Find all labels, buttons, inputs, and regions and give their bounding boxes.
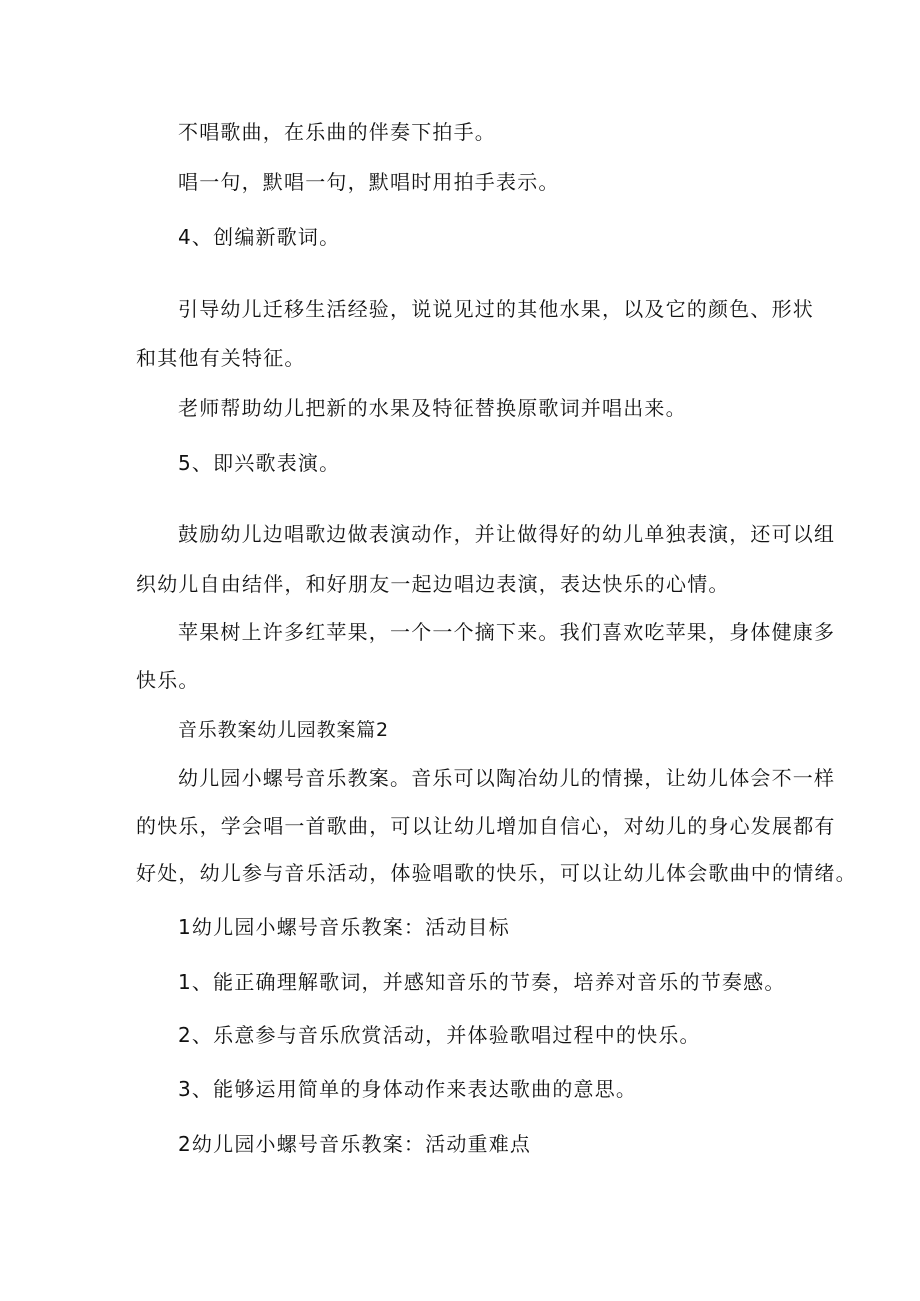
section-step-5: 5、即兴歌表演。 — [178, 451, 341, 475]
subsection-heading: 1幼儿园小螺号音乐教案：活动目标 — [178, 915, 510, 939]
paragraph-line: 引导幼儿迁移生活经验，说说见过的其他水果，以及它的颜色、形状 — [178, 297, 814, 321]
paragraph-line: 唱一句，默唱一句，默唱时用拍手表示。 — [178, 170, 560, 194]
paragraph-line: 好处，幼儿参与音乐活动，体验唱歌的快乐，可以让幼儿体会歌曲中的情绪。 — [136, 861, 857, 885]
paragraph-line: 鼓励幼儿边唱歌边做表演动作，并让做得好的幼儿单独表演，还可以组 — [178, 522, 836, 546]
goal-item-2: 2、乐意参与音乐欣赏活动，并体验歌唱过程中的快乐。 — [178, 1023, 701, 1047]
lyrics-line: 苹果树上许多红苹果，一个一个摘下来。我们喜欢吃苹果，身体健康多 — [178, 620, 836, 644]
paragraph-line: 的快乐，学会唱一首歌曲，可以让幼儿增加自信心，对幼儿的身心发展都有 — [136, 814, 836, 838]
lyrics-line: 快乐。 — [136, 668, 200, 692]
paragraph-line: 老师帮助幼儿把新的水果及特征替换原歌词并唱出来。 — [178, 396, 687, 420]
goal-item-1: 1、能正确理解歌词，并感知音乐的节奏，培养对音乐的节奏感。 — [178, 970, 786, 994]
paragraph-line: 不唱歌曲，在乐曲的伴奏下拍手。 — [178, 120, 496, 144]
paragraph-line: 织幼儿自由结伴，和好朋友一起边唱边表演，表达快乐的心情。 — [136, 572, 730, 596]
section-step-4: 4、创编新歌词。 — [178, 225, 341, 249]
paragraph-line: 和其他有关特征。 — [136, 346, 306, 370]
section-heading: 音乐教案幼儿园教案篇2 — [178, 719, 389, 741]
subsection-heading: 2幼儿园小螺号音乐教案：活动重难点 — [178, 1132, 532, 1156]
paragraph-line: 幼儿园小螺号音乐教案。音乐可以陶冶幼儿的情操，让幼儿体会不一样 — [178, 766, 836, 790]
goal-item-3: 3、能够运用简单的身体动作来表达歌曲的意思。 — [178, 1077, 638, 1101]
